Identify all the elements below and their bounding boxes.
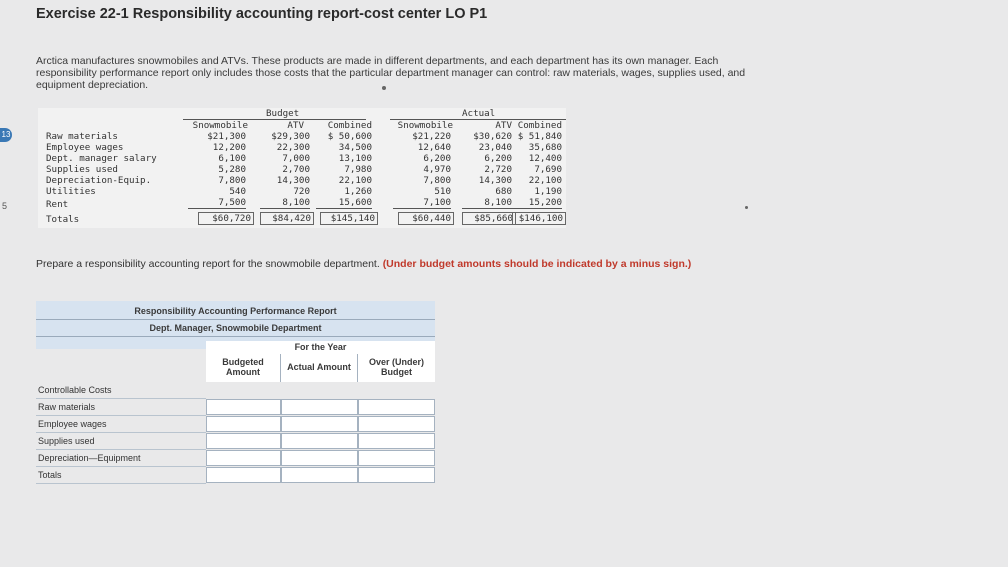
col-header-actual-combined: Combined — [517, 120, 562, 131]
instruction-body: Prepare a responsibility accounting report for the snowmobile department. — [36, 258, 383, 270]
value-cell: 540 — [229, 186, 246, 197]
value-cell: 4,970 — [423, 164, 451, 175]
value-cell: $21,300 — [207, 131, 246, 142]
value-cell: 1,260 — [344, 186, 372, 197]
totals-over-under-input[interactable] — [358, 467, 435, 483]
supplies-used-actual-input[interactable] — [281, 433, 358, 449]
value-cell: 7,800 — [218, 175, 246, 186]
depreciation-budgeted-input[interactable] — [206, 450, 281, 466]
supplies-used-over-under-input[interactable] — [358, 433, 435, 449]
stray-dot — [382, 86, 386, 90]
employee-wages-budgeted-input[interactable] — [206, 416, 281, 432]
value-cell: 23,040 — [478, 142, 512, 153]
total-cell: $60,440 — [398, 212, 454, 225]
value-cell: 7,690 — [534, 164, 562, 175]
value-cell: 14,300 — [478, 175, 512, 186]
value-cell: $21,220 — [412, 131, 451, 142]
row-label: Dept. manager salary — [46, 153, 157, 164]
raw-materials-budgeted-input[interactable] — [206, 399, 281, 415]
report-period: For the Year — [206, 341, 435, 354]
totals-budgeted-input[interactable] — [206, 467, 281, 483]
total-cell: $145,140 — [320, 212, 378, 225]
value-cell: $ 51,840 — [517, 131, 562, 142]
sidebar-marker: 5 — [2, 201, 8, 211]
col-over-under-budget: Over (Under) Budget — [368, 357, 424, 377]
budget-header: Budget — [266, 108, 300, 119]
col-budgeted-amount: Budgeted Amount — [222, 357, 264, 377]
value-cell: 13,100 — [338, 153, 372, 164]
value-cell: 12,400 — [528, 153, 562, 164]
total-cell: $84,420 — [260, 212, 314, 225]
total-cell: $60,720 — [198, 212, 254, 225]
employee-wages-actual-input[interactable] — [281, 416, 358, 432]
col-header-actual-snowmobile: Snowmobile — [397, 120, 453, 131]
sidebar-tab[interactable]: 13 — [0, 128, 12, 142]
col-header-budget-atv: ATV — [287, 120, 304, 131]
value-cell: 22,100 — [338, 175, 372, 186]
row-controllable-costs: Controllable Costs — [36, 382, 206, 399]
value-cell: 15,200 — [512, 197, 562, 209]
instruction-note: (Under budget amounts should be indicated by a minus sign.) — [382, 258, 692, 270]
value-cell: 2,700 — [282, 164, 310, 175]
depreciation-over-under-input[interactable] — [358, 450, 435, 466]
value-cell: 8,100 — [462, 197, 512, 209]
value-cell: 510 — [434, 186, 451, 197]
row-totals: Totals — [36, 467, 206, 484]
row-label: Totals — [46, 214, 80, 225]
row-label: Supplies used — [46, 164, 118, 175]
value-cell: 7,100 — [393, 197, 451, 209]
value-cell: 7,980 — [344, 164, 372, 175]
report-title: Responsibility Accounting Performance Report — [134, 306, 337, 316]
value-cell: 35,680 — [528, 142, 562, 153]
actual-header: Actual — [462, 108, 496, 119]
value-cell: 8,100 — [260, 197, 310, 209]
cost-data-table — [38, 108, 566, 228]
problem-description: Arctica manufactures snowmobiles and ATVs. These products are made in different departments, and each department has its own manager. Each responsibility performance report only includes those costs that the particular department manager can control: raw materials, wages, supplies used, and equipment depreciation. — [36, 55, 746, 91]
row-label: Rent — [46, 199, 69, 210]
page-title: Exercise 22-1 Responsibility accounting report-cost center LO P1 — [36, 6, 488, 22]
row-label: Employee wages — [46, 142, 124, 153]
value-cell: 2,720 — [484, 164, 512, 175]
value-cell: 34,500 — [338, 142, 372, 153]
row-depreciation-equipment: Depreciation—Equipment — [36, 450, 206, 467]
raw-materials-actual-input[interactable] — [281, 399, 358, 415]
value-cell: 15,600 — [316, 197, 372, 209]
stray-dot — [745, 206, 748, 209]
total-cell: $146,100 — [512, 212, 566, 225]
total-cell: $85,660 — [462, 212, 516, 225]
raw-materials-over-under-input[interactable] — [358, 399, 435, 415]
value-cell: 5,280 — [218, 164, 246, 175]
value-cell: $30,620 — [473, 131, 512, 142]
col-header-budget-combined: Combined — [327, 120, 372, 131]
col-header-budget-snowmobile: Snowmobile — [192, 120, 248, 131]
value-cell: 12,640 — [417, 142, 451, 153]
value-cell: 7,800 — [423, 175, 451, 186]
employee-wages-over-under-input[interactable] — [358, 416, 435, 432]
col-header-actual-atv: ATV — [495, 120, 512, 131]
totals-actual-input[interactable] — [281, 467, 358, 483]
value-cell: 22,100 — [528, 175, 562, 186]
value-cell: 6,200 — [484, 153, 512, 164]
supplies-used-budgeted-input[interactable] — [206, 433, 281, 449]
value-cell: 14,300 — [276, 175, 310, 186]
row-label: Utilities — [46, 186, 96, 197]
value-cell: $ 50,600 — [327, 131, 372, 142]
row-raw-materials: Raw materials — [36, 399, 206, 416]
value-cell: 22,300 — [276, 142, 310, 153]
value-cell: 7,000 — [282, 153, 310, 164]
value-cell: 680 — [495, 186, 512, 197]
value-cell: $29,300 — [271, 131, 310, 142]
row-employee-wages: Employee wages — [36, 416, 206, 433]
col-actual-amount: Actual Amount — [287, 362, 351, 372]
value-cell: 12,200 — [212, 142, 246, 153]
value-cell: 720 — [293, 186, 310, 197]
value-cell: 6,100 — [218, 153, 246, 164]
depreciation-actual-input[interactable] — [281, 450, 358, 466]
value-cell: 1,190 — [534, 186, 562, 197]
report-subtitle: Dept. Manager, Snowmobile Department — [149, 323, 322, 333]
value-cell: 6,200 — [423, 153, 451, 164]
row-label: Depreciation-Equip. — [46, 175, 152, 186]
instruction-text — [36, 258, 776, 270]
row-label: Raw materials — [46, 131, 118, 142]
value-cell: 7,500 — [188, 197, 246, 209]
row-supplies-used: Supplies used — [36, 433, 206, 450]
